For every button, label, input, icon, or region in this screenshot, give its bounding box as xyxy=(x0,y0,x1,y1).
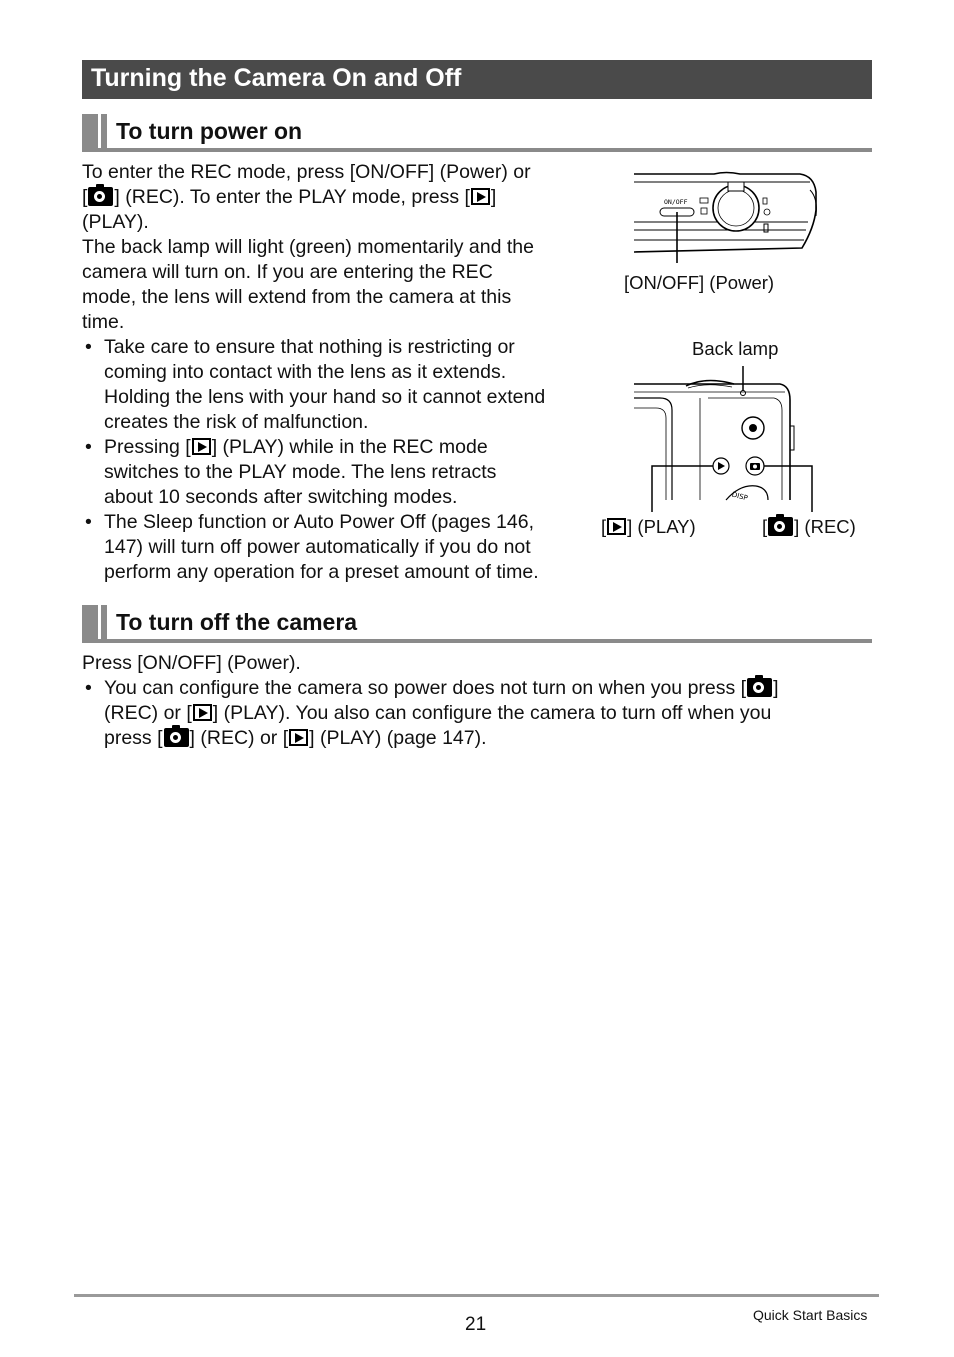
bullet-line: creates the risk of malfunction. xyxy=(104,411,369,433)
play-icon xyxy=(607,518,626,535)
camera-top-illustration xyxy=(630,168,822,263)
body-line: mode, the lens will extend from the camera at this xyxy=(82,286,512,308)
bullet-line: The Sleep function or Auto Power Off (pages 146, xyxy=(104,511,534,533)
play-icon xyxy=(471,188,490,205)
rec-caption: [ ] (REC) xyxy=(762,516,856,537)
body-line: camera will turn on. If you are entering the REC xyxy=(82,261,493,283)
body-line: time. xyxy=(82,311,125,333)
body-line: To enter the REC mode, press [ON/OFF] (Power) or xyxy=(82,161,531,183)
footer-rule xyxy=(74,1294,879,1297)
back-lamp-caption: Back lamp xyxy=(692,338,779,359)
on-off-caption: [ON/OFF] (Power) xyxy=(624,272,775,293)
page-number: 21 xyxy=(465,1314,487,1335)
bullet-dot: • xyxy=(85,436,92,458)
bullet-line: perform any operation for a preset amount of time. xyxy=(104,561,539,583)
bullet-dot: • xyxy=(85,677,92,699)
play-icon xyxy=(289,729,308,746)
bullet-line: 147) will turn off power automatically if you do not xyxy=(104,536,531,558)
on-off-label: ON/OFF xyxy=(664,198,688,206)
bullet-line: Take care to ensure that nothing is restricting or xyxy=(104,336,515,358)
bullet-dot: • xyxy=(85,336,92,358)
bullet-line: (REC) or [ ] (PLAY). You also can configure the camera to turn off when you xyxy=(104,702,772,724)
camera-icon xyxy=(164,728,189,747)
camera-back-illustration xyxy=(630,362,870,512)
bullet-line: about 10 seconds after switching modes. xyxy=(104,486,458,508)
body-line: The back lamp will light (green) momentarily and the xyxy=(82,236,534,258)
body-line: [ ] (REC). To enter the PLAY mode, press [ ] xyxy=(82,186,497,208)
page-title-bar xyxy=(82,60,872,99)
body-line: (PLAY). xyxy=(82,211,149,233)
bullet-dot: • xyxy=(85,511,92,533)
section-heading-text: To turn power on xyxy=(116,118,303,144)
footer-section-name: Quick Start Basics xyxy=(753,1307,868,1323)
section-heading-power-on xyxy=(82,114,872,152)
play-caption: [ ] (PLAY) xyxy=(601,516,696,537)
camera-icon xyxy=(768,517,793,536)
bullet-line: Pressing [ ] (PLAY) while in the REC mode xyxy=(104,436,488,458)
section-heading-text: To turn off the camera xyxy=(116,609,358,635)
body-line: Press [ON/OFF] (Power). xyxy=(82,652,301,674)
play-icon xyxy=(192,438,211,455)
page-title: Turning the Camera On and Off xyxy=(91,64,462,92)
bullet-line: You can configure the camera so power does not turn on when you press [ ] xyxy=(104,677,779,699)
camera-icon xyxy=(88,187,113,206)
bullet-line: press [ ] (REC) or [ ] (PLAY) (page 147). xyxy=(104,727,487,749)
bullet-line: switches to the PLAY mode. The lens retracts xyxy=(104,461,497,483)
play-icon xyxy=(193,704,212,721)
camera-icon xyxy=(747,678,772,697)
bullet-line: Holding the lens with your hand so it cannot extend xyxy=(104,386,546,408)
bullet-line: coming into contact with the lens as it extends. xyxy=(104,361,507,383)
disp-label: DISP xyxy=(730,490,749,503)
section-heading-power-off xyxy=(82,605,872,643)
